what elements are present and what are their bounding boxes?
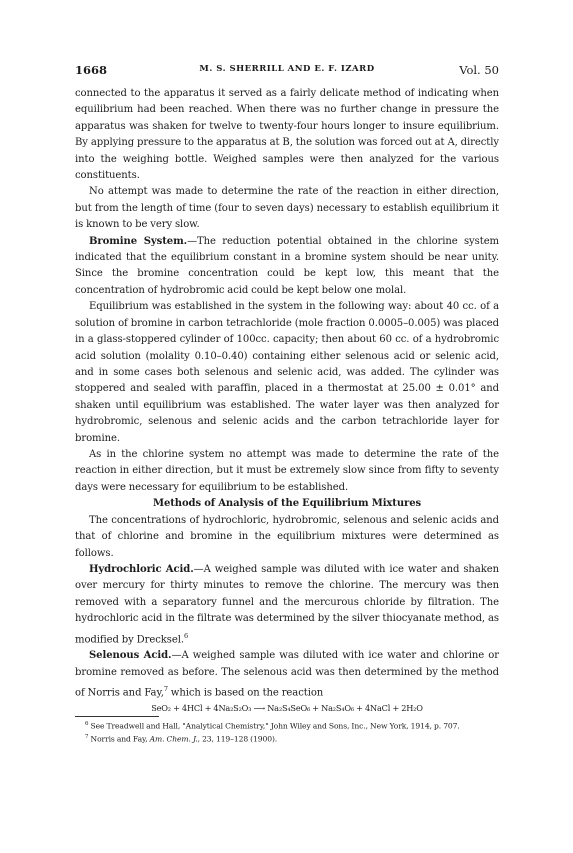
footnote-6-mark: 6 xyxy=(85,720,89,727)
paragraph-rate: No attempt was made to determine the rate of the reaction in either direction, but from the length of time (four to seven days) necessary to establish equilibrium it is known to be very slow. xyxy=(75,186,499,231)
paragraph-equilibrium-procedure: Equilibrium was established in the system in the following way: about 40 cc. of a solution of bromine in carbon tetrachloride (mole fraction 0.0005–0.005) was placed in a glass-stoppered cylinder of 100cc. capacity; then about 60 cc. of a hydrobromic acid solution (molality 0.10–0.40) containing either selenous acid or selenic acid, and in some cases both selenous and selenic acid, was added. The cylinder was stoppered and sealed with paraffin, placed in a thermostat at 25.00 ± 0.01° and shaken until equilibrium was established. The water layer was then analyzed for hydrobromic, selenous and selenic acids and the carbon tetrachloride layer for bromine. xyxy=(75,301,499,444)
paragraph-hydrochloric-acid xyxy=(75,562,499,648)
footnote-ref-7[interactable]: 7 xyxy=(163,685,168,694)
footnote-divider xyxy=(75,716,159,717)
paragraph-methods-intro: The concentrations of hydrochloric, hydrobromic, selenous and selenic acids and that of chlorine and bromine in the equilibrium mixtures were determined as follows. xyxy=(75,514,499,559)
footnote-ref-6[interactable]: 6 xyxy=(183,631,189,640)
section-heading: Methods of Analysis of the Equilibrium Mixtures xyxy=(152,498,422,510)
paragraph-selenous-text-a: —A weighed sample was diluted with ice water and chlorine or bromine removed as before. The selenous acid was then determined by the method of Norris and Fay, xyxy=(75,650,499,699)
run-in-heading-bromine: Bromine System. xyxy=(89,235,188,247)
paragraph-continued: connected to the apparatus it served as a fairly delicate method of indicating when equilibrium had been reached. When there was no further change in pressure the apparatus was shaken for twelve to twenty-four hours longer to insure equilibrium. By applying pressure to the apparatus at B, the solution was forced out at A, directly into the weighing bottle. Weighed samples were then analyzed for the various constituents. xyxy=(75,88,499,182)
footnote-7-mark: 7 xyxy=(85,734,89,741)
footnote-6-text: See Treadwell and Hall, "Analytical Chemistry," John Wiley and Sons, Inc., New York, 1914, p. 707. xyxy=(88,721,460,731)
paragraph-hydrochloric-text: —A weighed sample was diluted with ice water and shaken over mercury for thirty minutes to remove the chlorine. The mercury was then removed with a separatory funnel and the mercurous chloride by filtration. The hydrochloric acid in the filtrate was determined by the silver thiocyanate method, as modified by Drecksel. xyxy=(75,563,499,645)
article-body xyxy=(75,86,499,745)
footnote-7 xyxy=(75,732,499,745)
volume-label: Vol. 50 xyxy=(459,63,499,77)
equation-lhs: SeO₂ + 4HCl + 4Na₂S₂O₃ xyxy=(151,702,252,713)
footnote-6 xyxy=(75,719,499,732)
paragraph-selenous-text-b: which is based on the reaction xyxy=(167,687,324,699)
footnote-7-text-b: , 23, 119–128 (1900). xyxy=(197,734,278,744)
paragraph-selenous-acid xyxy=(75,648,499,702)
running-authors: M. S. SHERRILL AND E. F. IZARD xyxy=(199,64,375,74)
paragraph-chlorine-rate: As in the chlorine system no attempt was made to determine the rate of the reaction in either direction, but it must be extremely slow since from fifty to seventy days were necessary for equilibrium to be established. xyxy=(75,448,499,493)
run-in-heading-selenous: Selenous Acid. xyxy=(89,650,172,662)
page-number: 1668 xyxy=(75,63,108,77)
reaction-equation xyxy=(75,702,499,715)
paragraph-bromine-text: —The reduction potential obtained in the chlorine system indicated that the equilibrium constant in a bromine system should be near unity. Since the bromine concentration could be kept low, this meant that the concentration of hydrobromic acid could be kept below one molal. xyxy=(75,235,500,296)
run-in-heading-hydrochloric: Hydrochloric Acid. xyxy=(89,563,194,575)
equation-rhs: Na₂S₄SeO₆ + Na₂S₄O₆ + 4NaCl + 2H₂O xyxy=(267,702,423,713)
running-header xyxy=(75,63,499,81)
equation-arrow: ⟶ xyxy=(253,702,266,713)
footnote-7-text-a: Norris and Fay, xyxy=(88,734,150,744)
paragraph-bromine-system xyxy=(75,234,499,300)
footnote-7-journal: Am. Chem. J. xyxy=(149,734,198,744)
